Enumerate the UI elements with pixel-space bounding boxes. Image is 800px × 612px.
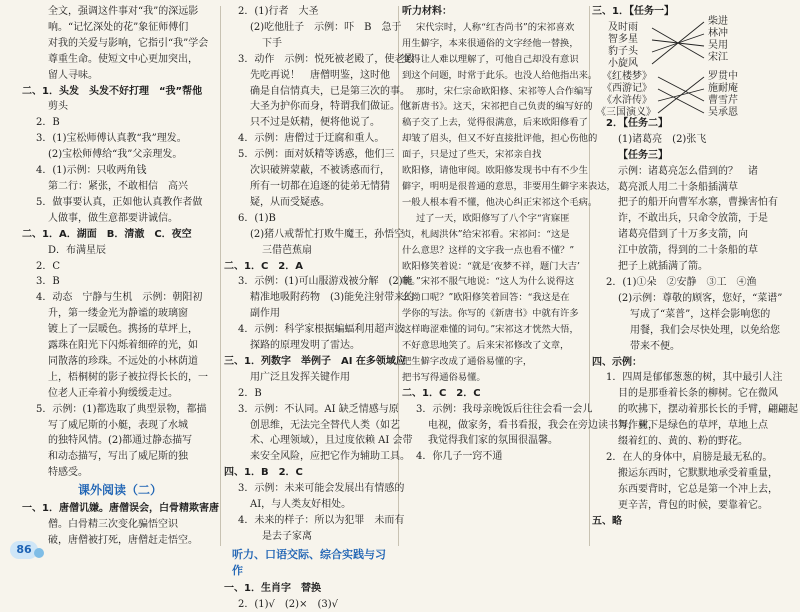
- answer-line: D．布满星辰: [48, 244, 107, 256]
- answer-line: 来安全风险，应把它作为辅助工具。: [250, 451, 410, 463]
- answer-line: (1)诸葛亮 (2)张飞: [618, 133, 707, 145]
- match-left-item: 小旋风: [608, 57, 638, 69]
- answer-line: 探路的原理发明了雷达。: [250, 340, 360, 352]
- answer-line: 一、1．唐僧讥嫌。唐僧误会，白骨精欺害唐: [22, 503, 219, 515]
- match-left-item: 豹子头: [608, 45, 638, 57]
- match-right-item: 施耐庵: [708, 82, 738, 94]
- answer-line: 4．未来的样子：所以为犯罪 未而有: [238, 515, 405, 526]
- answer-line: 下手: [262, 37, 282, 49]
- answer-line: 用生僻字，本来很通俗的文字经他一替换，: [402, 37, 579, 49]
- match-left-item: 《三国演义》: [596, 106, 656, 118]
- answer-line: 过了一天，欧阳修写了八个字“宵寐匪: [416, 212, 570, 224]
- answer-line: 疑，从而受疑惑。: [250, 196, 330, 208]
- match-left-item: 《西游记》: [602, 82, 652, 94]
- answer-line: 用广泛且发挥关键作用: [250, 371, 350, 383]
- answer-line: 4．(1)示例：只收两角钱: [36, 165, 147, 177]
- answer-line: 5．示例：面对妖精等诱惑，他们三: [238, 149, 395, 161]
- answer-line: 全文，强调这件事对“我”的深远影: [48, 6, 199, 17]
- answer-line: 把书写得通俗易懂。: [402, 371, 486, 383]
- answer-line: 把子上就插满了箭。: [618, 261, 708, 273]
- answer-line: 【任务三】: [618, 149, 668, 161]
- answer-line: 尊重生命。使短文中心更加突出，: [48, 53, 198, 65]
- answer-line: 东西要背时，它总是第一个冲上去，: [618, 483, 778, 495]
- answer-line: 次识破辨蒙蔽，不被诱惑而行，: [250, 165, 390, 177]
- answer-line: 3．示例：我母亲晚饭后往往会看一会儿: [416, 403, 593, 415]
- answer-line: 这样晦涩难懂的词句。”宋祁这才恍然大悟，: [402, 324, 579, 336]
- answer-line: 4．示例：唐僧过于迂腐和重人。: [238, 133, 385, 145]
- answer-line: 对我的关爱与影响，它指引“我”学会: [48, 37, 209, 49]
- answer-line: 上，梧桐树的影子被拉得长长的，一: [48, 371, 208, 383]
- answer-line: AI，与人类友好相处。: [250, 499, 352, 511]
- answer-line: 一、1．生肖字 替换: [224, 582, 321, 594]
- answer-line: 2．B: [238, 387, 262, 399]
- answer-line: 更辛苦，背包的时候，要靠着它。: [618, 499, 768, 511]
- answer-line: 缀着红的、黄的、粉的野花。: [618, 436, 748, 448]
- listening-material-title: 听力材料：: [402, 6, 452, 17]
- answer-line: 诸葛亮借到了十万多支箭，向: [618, 229, 748, 241]
- answer-line: (2)猪八戒帮忙打败牛魔王，孙悟空: [250, 228, 405, 240]
- matching-diagram: [592, 15, 794, 118]
- match-right-item: 林冲: [708, 27, 728, 39]
- match-right-item: 曹雪芹: [708, 94, 738, 106]
- match-line: [652, 22, 704, 64]
- answer-line: 欧阳修，请他审阅。欧阳修发现书中有不少生: [402, 165, 588, 177]
- answer-line: 5．做事要认真，正如他认真教作者做: [36, 196, 203, 208]
- match-left-item: 《水浒传》: [602, 94, 652, 106]
- answer-line: 和动态描写，写出了威尼斯的独: [48, 451, 188, 463]
- answer-line: 留人寻味。: [48, 69, 98, 81]
- answer-line: 写成了“菜普”，这样会影响您的: [630, 308, 771, 320]
- answer-line: 2．C: [36, 260, 61, 272]
- column-1: [22, 4, 218, 544]
- answer-line: (2)示例：尊敬的顾客，您好，“菜谱”: [618, 292, 783, 304]
- answer-line: 4．动态 宁静与生机 示例：朝阳初: [36, 292, 203, 304]
- answer-line: 却皱了眉头，但又不好直接批评他，担心伤他的: [402, 133, 598, 145]
- answer-line: 二、1．头发 头发不好打理 “我”帮他: [22, 85, 203, 97]
- answer-line: 四、示例：: [592, 356, 642, 368]
- answer-line: 特感受。: [48, 467, 88, 479]
- answer-line: 3．示例：不认同。AI 缺乏情感与原: [238, 403, 399, 415]
- answer-line: 四、1．B 2．C: [224, 467, 303, 479]
- task-one-heading: 三、1．【任务一】: [592, 6, 674, 17]
- answer-line: 4．示例：科学家根据蝙蝠利用超声波: [238, 324, 405, 336]
- answer-line: 学你的写法。你写的《新唐书》中就有许多: [402, 308, 579, 320]
- section-title: 听力、口语交际、综合实践与习作: [232, 547, 386, 577]
- answer-line: 搬运东西时，它默默地承受着重量，: [618, 467, 778, 479]
- match-left-item: 及时雨: [608, 21, 638, 33]
- answer-line: (2)宝松师傅给“我”父亲理发。: [48, 149, 183, 161]
- answer-line: 用餐，我们会尽快处理，以免给您: [630, 324, 780, 336]
- answer-line: 葛亮派人用二十条船插满草: [618, 181, 738, 193]
- answer-line: 二、1．C 2．A: [224, 260, 303, 272]
- answer-line: 大圣为护你而身，特谓我们做证。他: [250, 101, 410, 113]
- column-4: [592, 4, 798, 544]
- match-right-item: 柴进: [708, 15, 728, 27]
- answer-line: 目的是那垂着长条的柳树。它在微风: [618, 388, 778, 400]
- answer-line: 电视，做家务，看书看报，我会在旁边读书写作业，: [428, 419, 658, 431]
- answer-line: 3．(1)宝松师傅认真教“我”理发。: [36, 133, 187, 145]
- answer-line: 1．四周是郁郁葱葱的树，其中最引人注: [606, 372, 783, 384]
- answer-line: 确是自信情真夫，已是第三次的事。: [250, 85, 410, 97]
- answer-line: 一般人根本看不懂，他决心纠正宋祁这个毛病。: [402, 196, 598, 208]
- answer-line: 精准地吸附药物 (3)能免注射带来的: [250, 292, 415, 304]
- answer-line: 写了威尼斯的小艇，表现了水城: [48, 419, 188, 431]
- answer-line: 那时，宋仁宗命欧阳修、宋祁等人合作编写: [416, 85, 593, 97]
- answer-line: 2．【任务二】: [606, 117, 668, 129]
- answer-line: 什么意思？这样的文字我一点也看不懂？”: [402, 244, 575, 256]
- answer-line: 3．示例：(1)可山服游戏被分解 (2)能: [238, 276, 413, 288]
- answer-line: 3．B: [36, 276, 60, 288]
- answer-line: 升，第一缕金光为静谧的玻璃窗: [48, 308, 188, 320]
- match-right-item: 罗贯中: [708, 70, 738, 82]
- answer-line: 面子，只是过了些天，宋祁亲自找: [402, 149, 542, 161]
- answer-line: 的吹拂下，摆动着那长长的手臂，翩翩起: [618, 404, 798, 416]
- answer-line: 僻字，明明是很普通的意思，非要用生僻字来表达，: [402, 180, 616, 192]
- answer-line: 同散落的珍珠。不远处的小林荫道: [48, 355, 198, 367]
- answer-line: 宋代宗时，人称“红杏尚书”的宋祁喜欢: [416, 21, 575, 33]
- section-title: 课外阅读（二）: [77, 483, 162, 498]
- answer-line: 诈，不敢出兵，只命令放箭，于是: [618, 213, 768, 225]
- match-right-item: 吴用: [708, 39, 728, 51]
- match-left-item: 智多星: [608, 33, 638, 45]
- answer-line: 的独特风情。(2)都通过静态描写: [48, 435, 193, 447]
- answer-line: 2．B: [36, 117, 60, 129]
- answer-line: 响。“记忆深处的花”象征师傅们: [48, 21, 189, 33]
- answer-line: 位老人正牵着小狗缓缓走过。: [48, 387, 178, 399]
- answer-line: 2．在人的身体中，肩膀是最无私的。: [606, 451, 773, 463]
- answer-line: 不好意思地笑了。后来宋祁修改了文章，: [402, 340, 570, 352]
- answer-line: 《新唐书》。这天，宋祁把自己负责的编写好的: [402, 101, 593, 113]
- answer-line: 稿子交了上去，觉得很满意，后来欧阳修看了: [402, 117, 588, 129]
- answer-line: 所有一切都在追逐的徒弟无情猜: [250, 180, 390, 192]
- answer-line: 3．示例：未来可能会发展出有情感的: [238, 483, 405, 495]
- answer-line: 镀上了一层暖色。携扬的草坪上，: [48, 324, 198, 336]
- answer-line: 创思维，无法完全替代人类（如艺: [250, 419, 400, 431]
- answer-line: 二、1．A．湖面 B．清澈 C．夜空: [22, 228, 192, 240]
- match-line: [658, 77, 704, 113]
- column-2: [224, 4, 415, 610]
- answer-line: 术、心理领域），且过度依赖 AI 会带: [250, 435, 413, 447]
- answer-line: 贞，札闼洪休”给宋祁看。宋祁问：“这是: [402, 228, 570, 240]
- answer-line: 2．(1)①朵 ②安静 ③工 ④渔: [606, 276, 757, 288]
- answer-line: 2．(1)√ (2)× (3)√: [238, 598, 338, 610]
- answer-line: 变得让人难以理解了，可他自己却没有意识: [402, 53, 579, 65]
- column-divider: [220, 6, 221, 546]
- answer-line: 先吃再说！ 唐僧明鉴，这时他: [250, 69, 390, 81]
- answer-line: 舞，树下是绿色的草坪，草地上点: [618, 420, 768, 432]
- answer-line: 人做事，做生意都要讲诚信。: [48, 212, 178, 224]
- answer-line: 僧。白骨精三次变化骗悟空识: [48, 519, 178, 530]
- answer-line: 剪头: [48, 101, 68, 113]
- answer-line: 五、略: [592, 515, 622, 527]
- answer-line: 江中放箭，得到的二十条船的草: [618, 245, 758, 257]
- answer-line: 二、1．C 2．C: [402, 387, 481, 399]
- answer-line: 到这个问题，时常于此乐。也没人给他指出来。: [402, 69, 598, 81]
- answer-line: 啊。”宋祁不服气地说：“这人为什么说得这: [402, 276, 575, 288]
- answer-line: 是去子家离: [262, 530, 312, 542]
- answer-line: 5．示例：(1)都选取了典型景物，都描: [36, 403, 207, 415]
- answer-line: 把生僻字改成了通俗易懂的字，: [402, 355, 533, 367]
- answer-line: 三借芭蕉扇: [262, 244, 312, 256]
- answer-line: 6．(1)B: [238, 212, 276, 224]
- match-line: [658, 89, 704, 113]
- answer-line: 3．动作 示例：悦死被老殿了，使老殿: [238, 53, 415, 65]
- answer-line: (2)吃他肚子 示例：吓 B 急于: [250, 21, 402, 33]
- match-right-item: 吴承恩: [708, 106, 738, 118]
- answer-line: 么拗口呢？”欧阳修笑着回答：“我这是在: [402, 292, 570, 304]
- answer-line: 示例：诸葛亮怎么借到的？ 诸: [618, 165, 758, 177]
- match-right-item: 宋江: [708, 51, 728, 63]
- answer-line: 把子的船开向曹军水寨，曹操害怕有: [618, 197, 778, 209]
- answer-line: 三、1．列数字 举例子 AI 在多领域应: [224, 355, 406, 367]
- answer-line: 只不过是妖精，便将他说了。: [250, 117, 380, 129]
- answer-line: 副作用: [250, 308, 280, 320]
- answer-line: 露珠在阳光下闪烁着细碎的光，如: [48, 340, 198, 352]
- answer-line: 2．(1)行者 大圣: [238, 6, 319, 17]
- answer-line: 我觉得我们家的氛围很温馨。: [428, 435, 558, 447]
- match-line: [658, 77, 704, 101]
- answer-line: 4．你几子一窍不通: [416, 451, 503, 463]
- page-number-badge: 86: [10, 541, 38, 559]
- match-left-item: 《红楼梦》: [602, 70, 652, 82]
- answer-line: 欧阳修笑着说：“就是‘夜梦不祥，题门大吉’: [402, 260, 581, 272]
- answer-line: 第二行：紧张，不敢相信 高兴: [48, 180, 188, 192]
- page-number-decoration: [34, 548, 44, 558]
- answer-line: 带来不便。: [630, 340, 680, 352]
- answer-line: 破，唐僧被打死，唐僧赶走悟空。: [48, 534, 198, 546]
